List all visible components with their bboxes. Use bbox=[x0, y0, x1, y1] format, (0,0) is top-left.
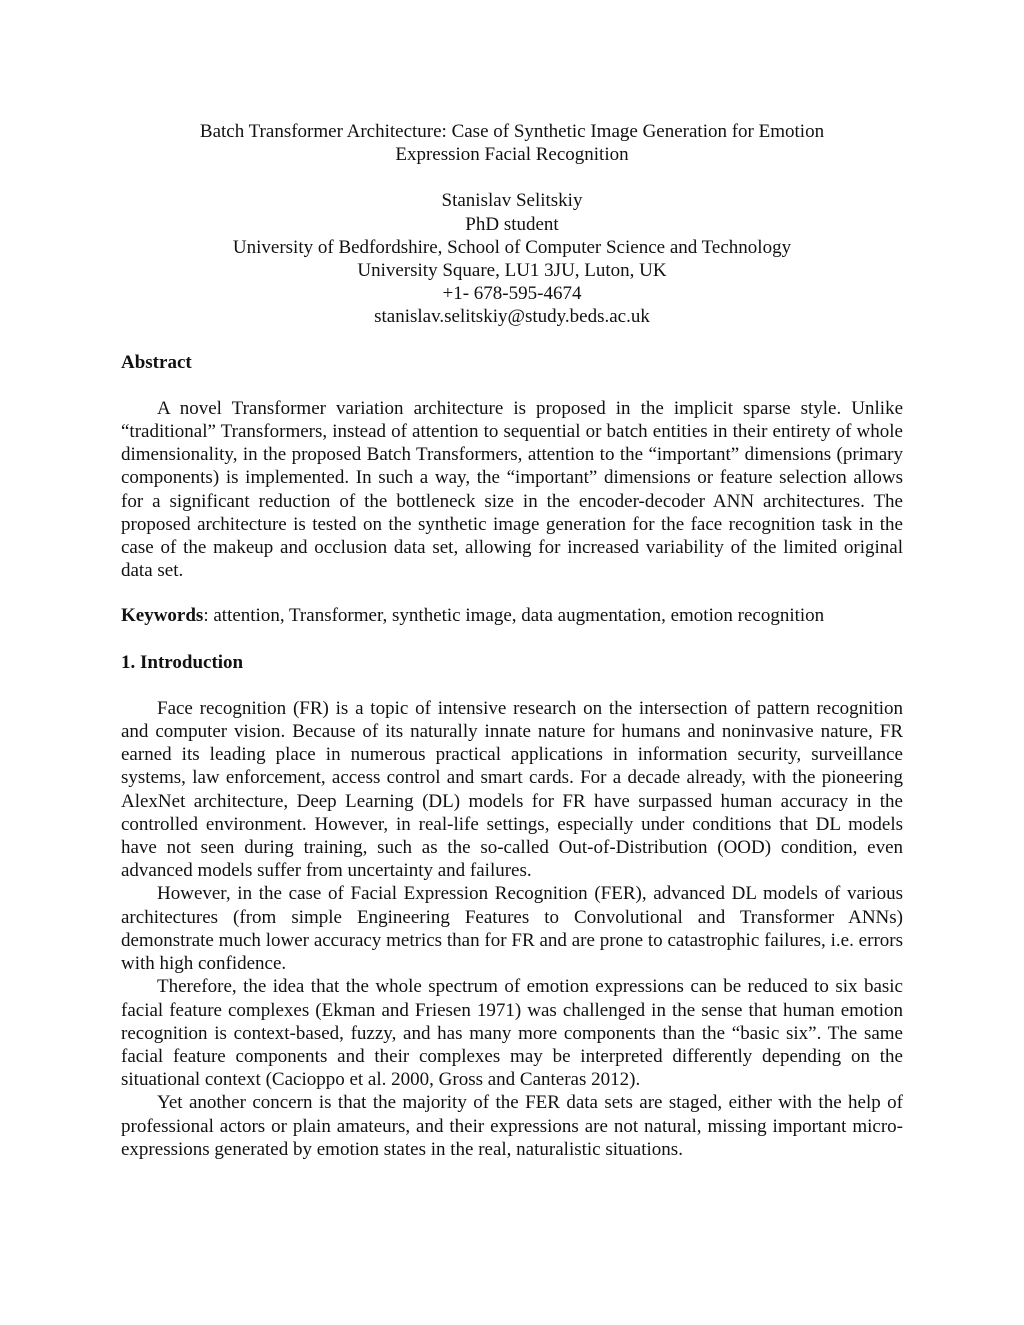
author-name: Stanislav Selitskiy bbox=[441, 190, 583, 212]
paper-title bbox=[121, 120, 903, 166]
title-line-2: Expression Facial Recognition bbox=[395, 144, 629, 166]
intro-paragraph-1: Face recognition (FR) is a topic of intensive research on the intersection of pattern recognition and computer vision. Because of its naturally innate nature for humans and noninvasive nature, FR earned its leading place in numerous practical applications in information security, surveillance systems, law enforcement, access control and smart cards. For a decade already, with the pioneering AlexNet architecture, Deep Learning (DL) models for FR have surpassed human accuracy in the controlled environment. However, in real-life settings, especially under conditions that DL models have not seen during training, such as the so-called Out-of-Distribution (OOD) condition, even advanced models suffer from uncertainty and failures. bbox=[121, 697, 903, 882]
author-affiliation: University of Bedfordshire, School of Computer Science and Technology bbox=[232, 236, 792, 258]
author-address: University Square, LU1 3JU, Luton, UK bbox=[357, 260, 667, 282]
intro-paragraph-3: Therefore, the idea that the whole spectrum of emotion expressions can be reduced to six basic facial feature complexes (Ekman and Friesen 1971) was challenged in the sense that human emotion recognition is context-based, fuzzy, and has many more components than the “basic six”. The same facial feature components and their complexes may be interpreted differently depending on the situational context (Cacioppo et al. 2000, Gross and Canteras 2012). bbox=[121, 976, 903, 1091]
author-email: stanislav.selitskiy@study.beds.ac.uk bbox=[374, 306, 650, 328]
keywords-text: : attention, Transformer, synthetic image, data augmentation, emotion recognition bbox=[203, 605, 825, 627]
abstract-text: A novel Transformer variation architecture is proposed in the implicit sparse style. Unlike “traditional” Transformers, instead of attention to sequential or batch entities in their entirety of whole dimensionality, in the proposed Batch Transformers, attention to the “important” dimensions (primary components) is implemented. In such a way, the “important” dimensions or feature selection allows for a significant reduction of the bottleneck size in the encoder-decoder ANN architectures. The proposed architecture is tested on the synthetic image generation for the face recognition task in the case of the makeup and occlusion data set, allowing for increased variability of the limited original data set. bbox=[121, 397, 903, 582]
paper-page bbox=[121, 120, 903, 1161]
intro-paragraph-2: However, in the case of Facial Expression Recognition (FER), advanced DL models of various architectures (from simple Engineering Features to Convolutional and Transformer ANNs) demonstrate much lower accuracy metrics than for FR and are prone to catastrophic failures, i.e. errors with high confidence. bbox=[121, 883, 903, 975]
keywords-label: Keywords bbox=[121, 605, 204, 627]
title-line-1: Batch Transformer Architecture: Case of Synthetic Image Generation for Emotion bbox=[199, 121, 825, 142]
abstract-heading: Abstract bbox=[121, 351, 192, 373]
intro-paragraph-4: Yet another concern is that the majority of the FER data sets are staged, either with the help of professional actors or plain amateurs, and their expressions are not natural, missing important micro-expressions generated by emotion states in the real, naturalistic situations. bbox=[121, 1092, 903, 1160]
author-role: PhD student bbox=[465, 213, 559, 235]
author-phone: +1- 678-595-4674 bbox=[442, 283, 582, 305]
introduction-heading: 1. Introduction bbox=[121, 651, 244, 673]
author-block bbox=[121, 189, 903, 328]
keywords-line bbox=[121, 604, 903, 627]
